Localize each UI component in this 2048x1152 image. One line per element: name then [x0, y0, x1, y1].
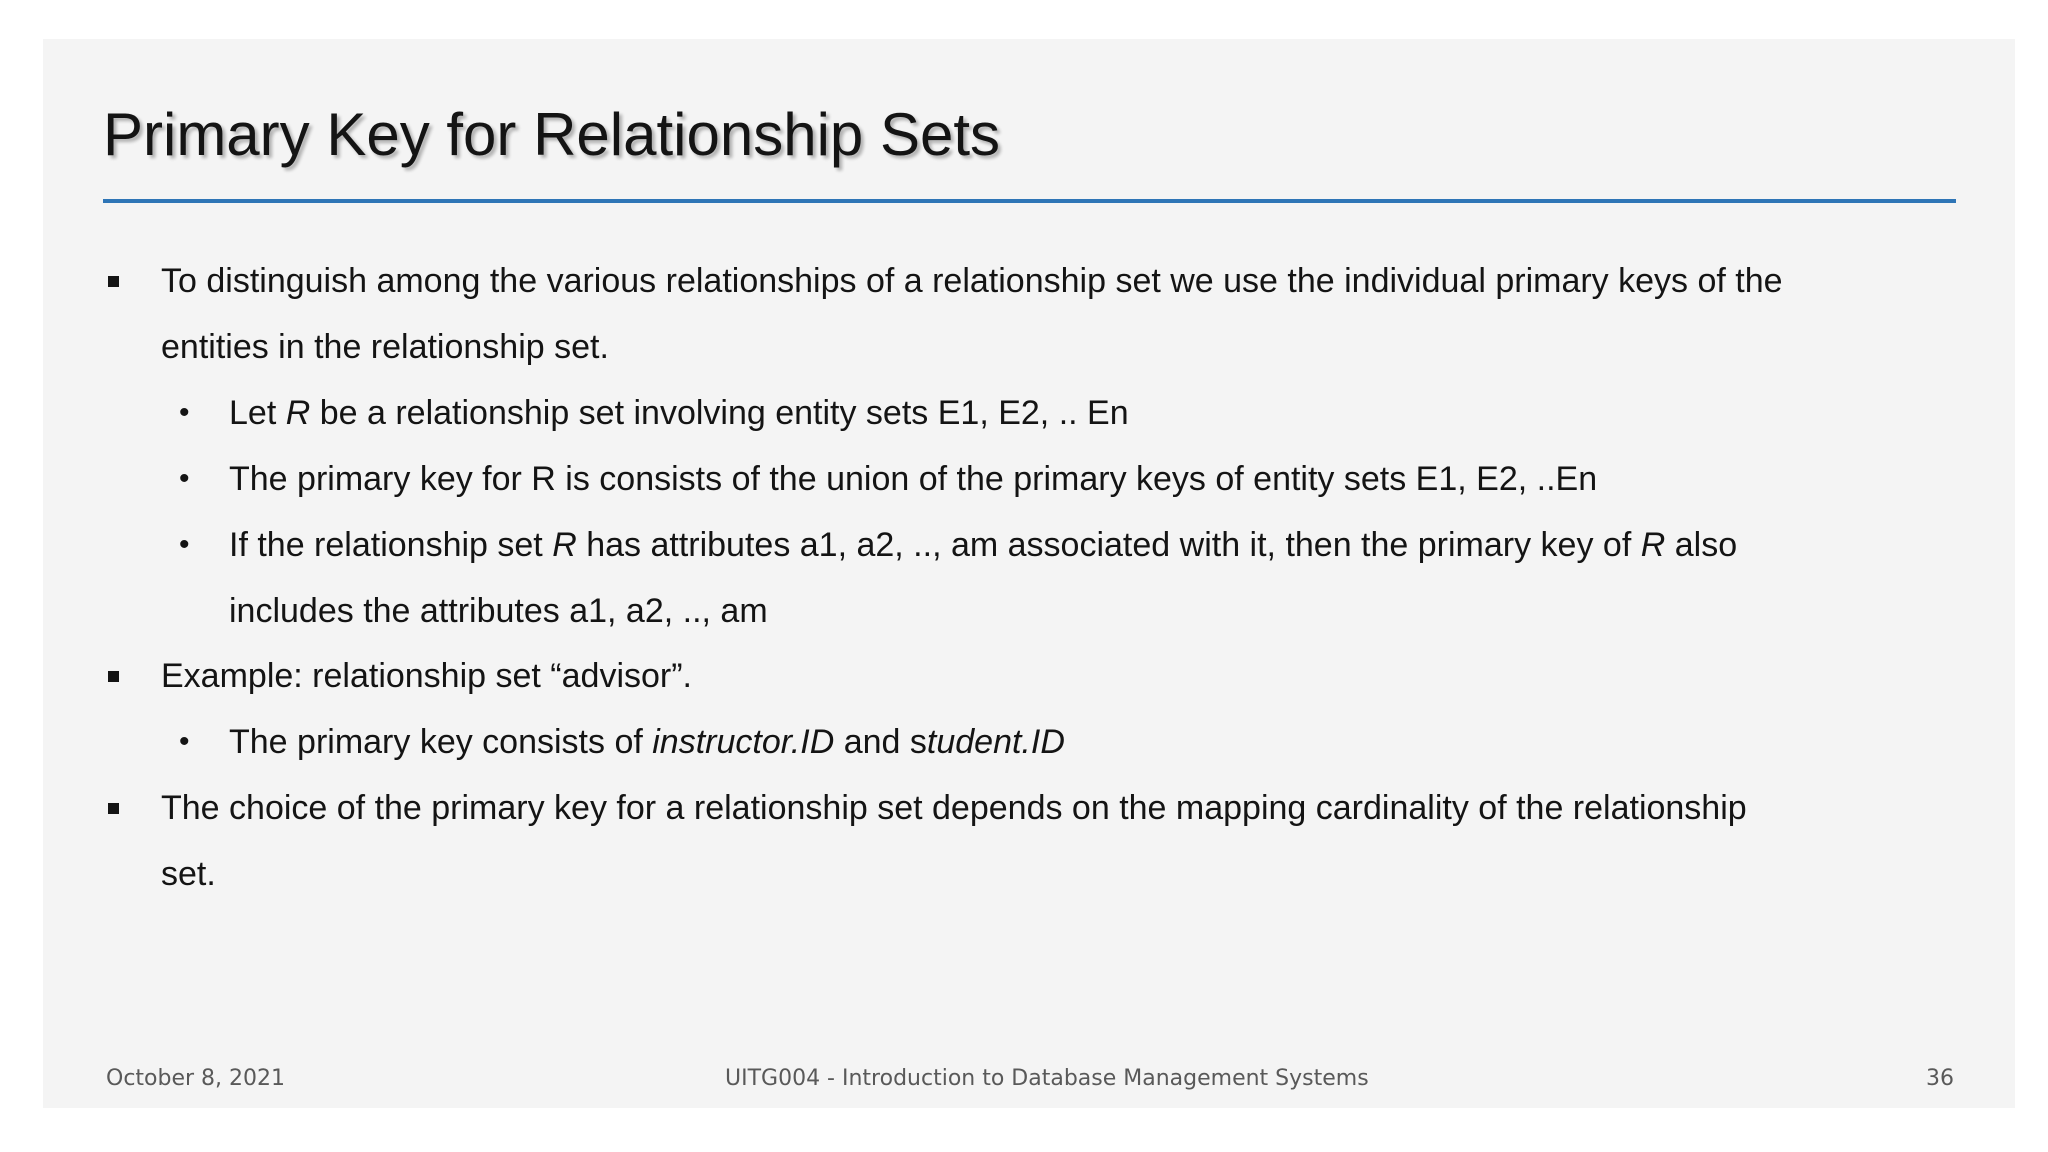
- sub-bullet-3-text-b: has attributes a1, a2, .., am associated with it, then the primary key of: [576, 526, 1641, 564]
- round-bullet-icon: •: [179, 725, 190, 758]
- sub-bullet-3-text-a: If the relationship set: [229, 526, 553, 564]
- sub-bullet-3-line-2: includes the attributes a1, a2, .., am: [229, 592, 768, 630]
- sub-bullet-4: [229, 725, 1065, 759]
- slide-body: [43, 39, 2015, 1108]
- slide: [43, 39, 2015, 1108]
- footer-date: October 8, 2021: [106, 1066, 286, 1091]
- bullet-1-line-2: entities in the relationship set.: [161, 328, 609, 366]
- square-bullet-icon: [108, 803, 119, 814]
- bullet-2: Example: relationship set “advisor”.: [161, 657, 693, 695]
- square-bullet-icon: [108, 276, 119, 287]
- footer-page-number: 36: [1926, 1066, 1954, 1091]
- sub-bullet-2: The primary key for R is consists of the union of the primary keys of entity sets E1, E2, ..En: [229, 460, 1598, 498]
- sub-bullet-4-text-b: and s: [834, 723, 927, 761]
- sub-bullet-4-italic-a: instructor.ID: [652, 723, 835, 761]
- sub-bullet-3-italic-a: R: [552, 526, 577, 564]
- slide-title: Primary Key for Relationship Sets: [103, 101, 1001, 168]
- bullet-3-line-1: The choice of the primary key for a relationship set depends on the mapping cardinality of the relationship: [161, 789, 1747, 827]
- sub-bullet-1-text-b: be a relationship set involving entity sets E1, E2, .. En: [310, 394, 1129, 432]
- sub-bullet-1: [229, 396, 1129, 430]
- sub-bullet-3-italic-b: R: [1640, 526, 1666, 564]
- sub-bullet-1-italic: R: [285, 394, 311, 432]
- sub-bullet-4-text-a: The primary key consists of: [229, 723, 653, 761]
- square-bullet-icon: [108, 671, 119, 682]
- sub-bullet-3-line-1: [229, 528, 1737, 562]
- sub-bullet-4-italic-b: tudent.ID: [926, 723, 1065, 761]
- footer-course: UITG004 - Introduction to Database Management Systems: [725, 1066, 1369, 1091]
- sub-bullet-1-text-a: Let: [229, 394, 286, 432]
- bullet-3-line-2: set.: [161, 855, 216, 893]
- bullet-1-line-1: To distinguish among the various relationships of a relationship set we use the individual primary keys of the: [161, 262, 1783, 300]
- round-bullet-icon: •: [179, 462, 190, 495]
- sub-bullet-3-text-c: also: [1665, 526, 1738, 564]
- round-bullet-icon: •: [179, 528, 190, 561]
- round-bullet-icon: •: [179, 396, 190, 429]
